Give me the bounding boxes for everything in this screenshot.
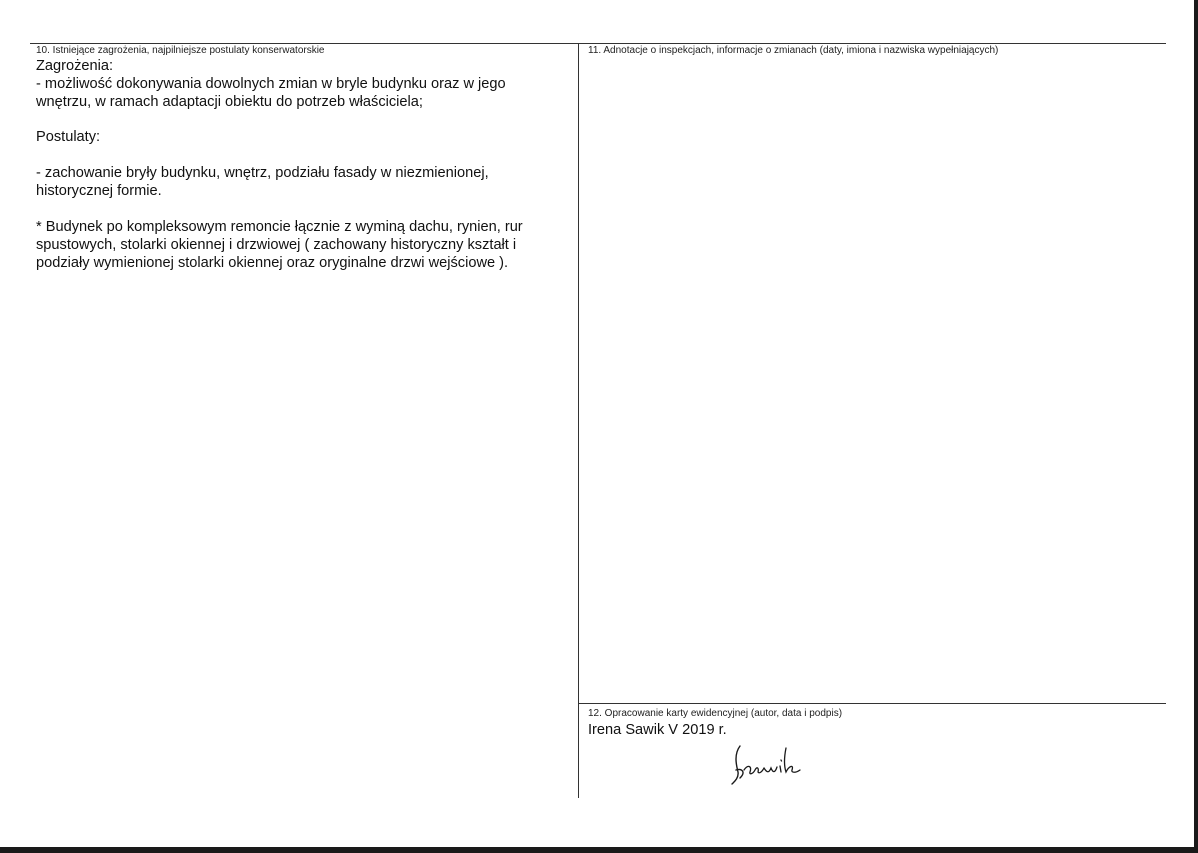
postulates-line: historycznej formie.	[36, 183, 162, 199]
threats-line: wnętrzu, w ramach adaptacji obiektu do potrzeb właściciela;	[36, 94, 423, 110]
scan-edge-bottom	[0, 847, 1198, 853]
column-divider	[578, 43, 579, 798]
postulates-paragraph	[36, 164, 489, 200]
top-rule	[30, 43, 1166, 44]
note-line: podziały wymienionej stolarki okiennej oraz oryginalne drzwi wejściowe ).	[36, 255, 509, 271]
section-10-label: 10. Istniejące zagrożenia, najpilniejsze postulaty konserwatorskie	[36, 45, 325, 56]
author-line: Irena Sawik V 2019 r.	[588, 722, 727, 738]
scan-edge-right	[1194, 0, 1198, 853]
section-12-rule	[579, 703, 1166, 704]
note-line: spustowych, stolarki okiennej i drzwiowej ( zachowany historyczny kształt i	[36, 237, 517, 253]
section-11-label: 11. Adnotacje o inspekcjach, informacje o zmianach (daty, imiona i nazwiska wypełniających)	[588, 45, 999, 56]
threats-paragraph	[36, 75, 506, 111]
threats-title: Zagrożenia:	[36, 58, 114, 74]
section-12-label: 12. Opracowanie karty ewidencyjnej (autor, data i podpis)	[588, 708, 843, 719]
postulates-title: Postulaty:	[36, 129, 101, 145]
handwritten-signature	[726, 740, 806, 788]
note-line: * Budynek po kompleksowym remoncie łącznie z wyminą dachu, rynien, rur	[36, 219, 523, 235]
postulates-line: - zachowanie bryły budynku, wnętrz, podziału fasady w niezmienionej,	[36, 165, 489, 181]
renovation-note	[36, 218, 523, 272]
threats-line: - możliwość dokonywania dowolnych zmian w bryle budynku oraz w jego	[36, 76, 506, 92]
